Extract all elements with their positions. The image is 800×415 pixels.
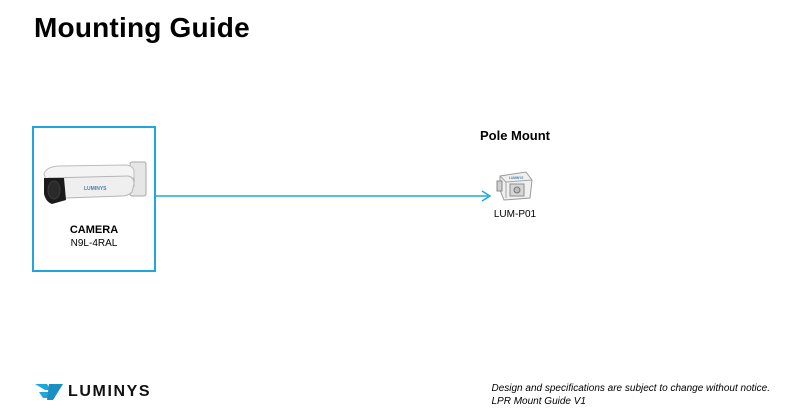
svg-text:LUMINYS: LUMINYS <box>509 176 524 180</box>
luminys-logo-icon <box>34 382 64 402</box>
footer-guide-version: LPR Mount Guide V1 <box>491 396 586 407</box>
luminys-logo <box>34 381 151 403</box>
svg-text:LUMINYS: LUMINYS <box>84 186 107 192</box>
camera-card[interactable] <box>32 126 156 272</box>
page-title: Mounting Guide <box>34 12 250 43</box>
logo-text: LUMINYS <box>68 383 152 400</box>
pole-mount-model: LUM-P01 <box>493 209 537 220</box>
bullet-camera-image <box>38 154 156 214</box>
camera-model: N9L-4RAL <box>70 238 118 249</box>
camera-title: CAMERA <box>69 224 119 236</box>
connector-arrow <box>156 188 496 204</box>
footer-disclaimer: Design and specifications are subject to change without notice. <box>491 383 770 394</box>
pole-mount-title: Pole Mount <box>479 128 551 143</box>
pole-mount-image <box>496 168 536 202</box>
footer-notes <box>491 382 770 408</box>
